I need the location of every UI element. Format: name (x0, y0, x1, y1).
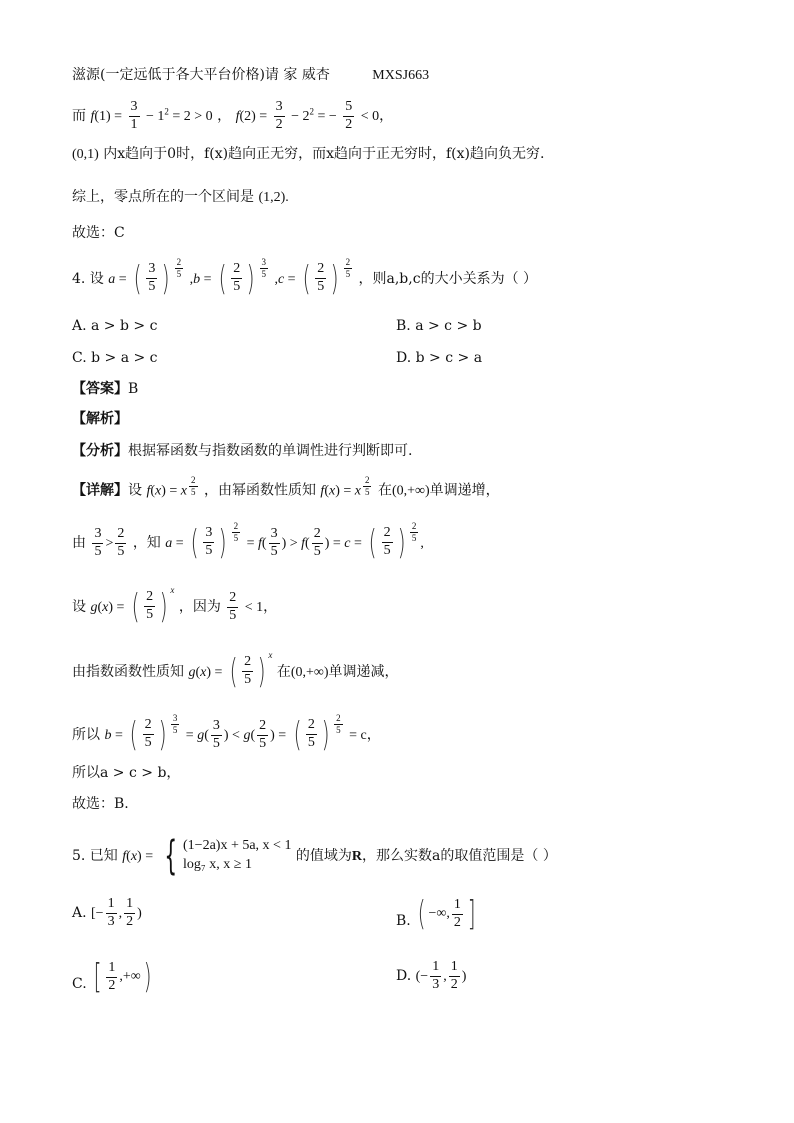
q5-R: R (351, 849, 363, 864)
q5-c-label: C. (72, 976, 87, 992)
q4-compare-line: 由 $\frac{3}{5}$ > $\frac{2}{5}$ ，知 a = ( $\frac{3}{5}$ ) $\frac{2}{5}$ = f( $\frac{3}{5}$ ) > f( $\frac{2}{5}$ ) = c = ( $\frac{2}{5}$ ) $\frac{2}{5}$ , (72, 521, 424, 563)
q4-g-line: 设 g(x) = ( $\frac{2}{5}$ ) x ，因为 $\frac{2}{5}$ < 1， (72, 585, 278, 627)
xiangjie-interval: (0,+∞) (391, 483, 430, 499)
q5-stem: 5. 已知 f(x) = { (1−2a)x + 5a, x < 1 log₇ x, x ≥ 1 的值域为R，那么实数a的取值范围是（ ） (72, 833, 557, 879)
fenxi-text: 根据幂函数与指数函数的单调性进行判断即可. (128, 443, 413, 459)
q5-b-label: B. (396, 913, 411, 929)
q3-line2 (72, 147, 544, 162)
xiangjie-a: 设 (128, 482, 142, 499)
fenxi-tag: 【分析】 (72, 443, 128, 459)
q4-stem-suffix: ，则a,b,c的大小关系为（ ） (358, 271, 538, 287)
q4-option-b[interactable]: B. a > c > b (396, 318, 482, 334)
header-code: MXSJ663 (372, 68, 430, 83)
g-a: 设 (72, 599, 86, 615)
header (72, 68, 429, 83)
q5-suffix: ，那么实数a的取值范围是（ ） (362, 848, 557, 864)
q4-answer (72, 382, 138, 396)
q4-option-d[interactable]: D. b > c > a (396, 350, 483, 366)
suoyi-end: = c， (349, 728, 381, 743)
q5-case1: (1−2a)x + 5a, x < 1 (183, 838, 292, 854)
q5-prefix: 5. 已知 (72, 848, 118, 864)
suoyi-a: 所以 (72, 727, 100, 743)
zhi-text: ，知 (132, 535, 161, 551)
exp-interval: (0,+∞) (290, 665, 329, 680)
q4-analysis-tag (72, 412, 128, 426)
exp-d: 单调递减， (328, 664, 399, 680)
answer-tag: 【答案】 (72, 381, 128, 397)
q5-mid: 的值域为 (295, 848, 352, 864)
q5-case2: log₇ x, x ≥ 1 (183, 857, 252, 872)
q3-answer: 故选：C (72, 225, 125, 241)
header-text: 滋源(一定远低于各大平台价格)请 家 威杏 (72, 67, 330, 83)
q5-option-c[interactable]: C. [ $\frac{1}{2}$ ,+∞ ) (72, 957, 152, 997)
q5-option-b[interactable]: B. ( −∞, $\frac{1}{2}$ ] (396, 894, 476, 934)
answer-value: B (128, 381, 139, 397)
q5-a-label: A. (72, 905, 87, 922)
q3-line1-sep: ， (217, 108, 232, 125)
q4-option-a[interactable]: A. a > b > c (72, 318, 158, 334)
xiangjie-tag: 【详解】 (72, 482, 128, 499)
q5-option-a[interactable]: A. [− $\frac{1}{3}$ , $\frac{1}{2}$ ) (72, 896, 142, 929)
analysis-tag: 【解析】 (72, 411, 128, 427)
q3-interval-12: (1,2). (258, 190, 289, 205)
g-b: ，因为 (178, 599, 221, 615)
q5-d-label: D. (396, 968, 412, 985)
frac-3-1: $\frac{3}{1}$ (130, 99, 138, 132)
xiangjie-b: ，由幂函数性质知 (203, 482, 316, 499)
q4-fenxi (72, 444, 412, 458)
exp-b: 在 (276, 664, 291, 680)
q3-line3 (72, 190, 289, 205)
q3-line1: 而 f(1) = $\frac{3}{1}$ − $1^2 = 2 > 0$ ， f(2) = $\frac{3}{2}$ − $2^2$ = − $\frac{5}{2}$ < 0， (72, 99, 394, 132)
q3-line3-text: 综上，零点所在的一个区间是 (72, 189, 254, 205)
q4-option-c[interactable]: C. b > a > c (72, 350, 158, 366)
q3-interval-01: (0,1) (72, 147, 99, 162)
q3-line1-end: ， (379, 108, 394, 125)
frac-5-2: $\frac{5}{2}$ (345, 99, 353, 132)
frac-3-2: $\frac{3}{2}$ (275, 99, 283, 132)
q4-xiangjie: 【详解】设 f(x) = x $^{\frac{2}{5}}$ ，由幂函数性质知 f(x) = x $^{\frac{2}{5}}$ 在(0,+∞)单调递增， (72, 475, 500, 499)
q4-exp-line: 由指数函数性质知 g(x) = ( $\frac{2}{5}$ ) x 在(0,+∞)单调递减， (72, 650, 399, 692)
q4-suoyi2: 所以a > c > b， (72, 765, 181, 781)
you-text: 由 (72, 535, 86, 551)
q5-option-d[interactable]: D. (− $\frac{1}{3}$ , $\frac{1}{2}$ ) (396, 959, 467, 992)
xiangjie-e: 单调递增， (429, 482, 500, 499)
q3-line1-prefix: 而 (72, 108, 86, 125)
xiangjie-c: 在 (377, 482, 392, 499)
q3-line2-text: 内x趋向于0时，f(x)趋向正无穷，而x趋向于正无穷时，f(x)趋向负无穷. (103, 146, 545, 162)
exp-a: 由指数函数性质知 (72, 664, 184, 680)
q4-suoyi-line: 所以 b = ( $\frac{2}{5}$ ) $\frac{3}{5}$ = g( $\frac{3}{5}$ ) < g( $\frac{2}{5}$ ) = ( $\frac{2}{5}$ ) $\frac{2}{5}$ = c， (72, 713, 381, 755)
g-c: < 1， (244, 600, 278, 615)
q4-stem-prefix: 4. 设 (72, 271, 104, 287)
q4-final: 故选：B. (72, 796, 129, 812)
q4-stem: 4. 设 a = ( $\frac{3}{5}$ ) $\frac{2}{5}$ ,b = ( $\frac{2}{5}$ ) $\frac{3}{5}$ ,c = ( $\frac{2}{5}$ ) $\frac{2}{5}$ ，则a,b,c的大小关系为（ ） (72, 257, 538, 299)
